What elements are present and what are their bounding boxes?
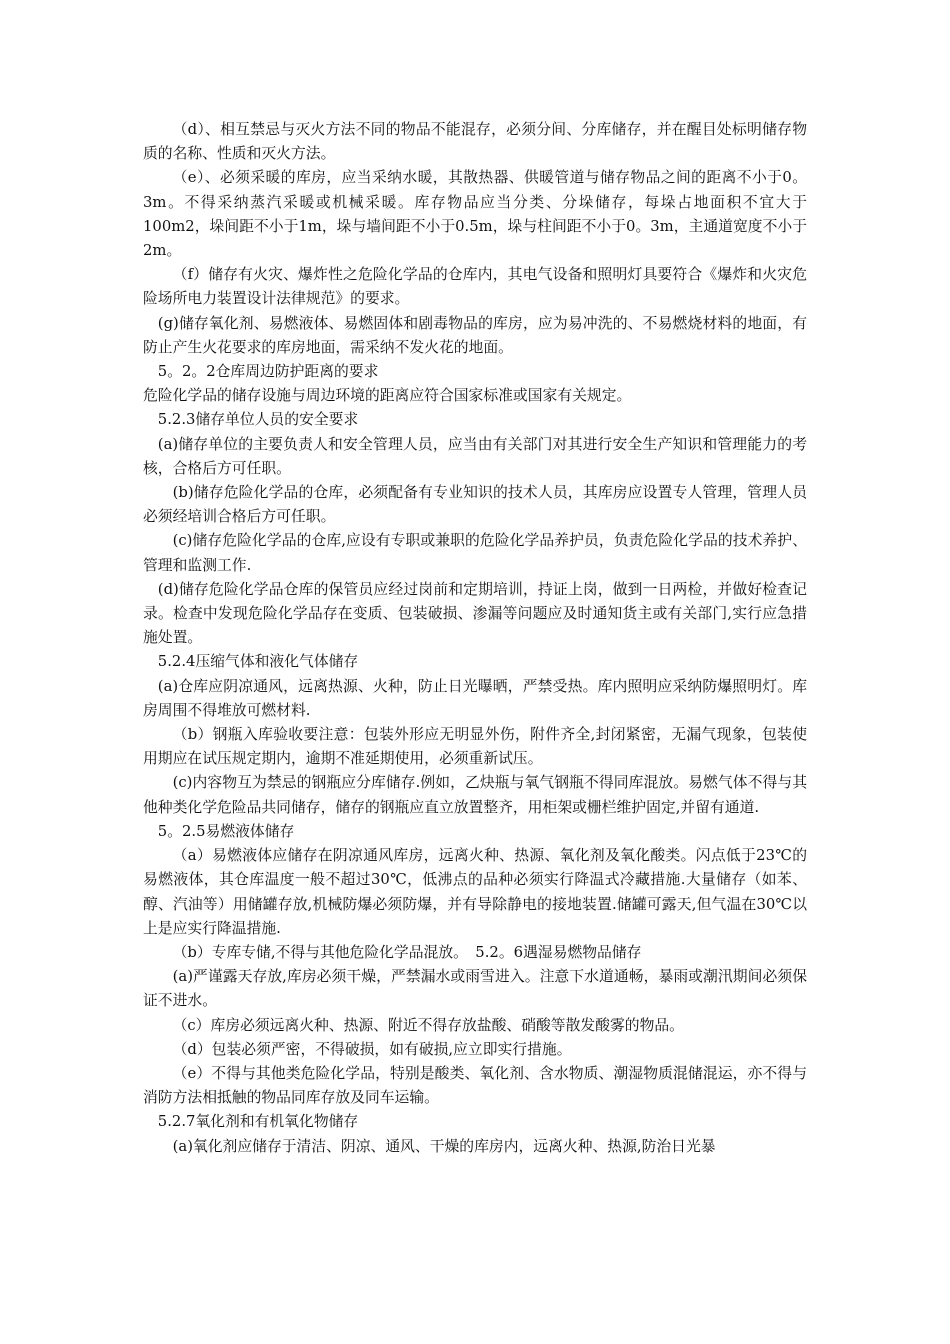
section-heading-5-2-3: 5.2.3储存单位人员的安全要求 xyxy=(157,411,359,429)
paragraph-d-storage-separation: （d）、相互禁忌与灭火方法不同的物品不能混存，必须分间、分库储存，并在醒目处标明储存物质的名称、性质和灭火方法。 xyxy=(143,121,807,163)
paragraph-a-oxidizers: (a)氧化剂应储存于清洁、阴凉、通风、干燥的库房内，远离火种、热源,防治日光暴 xyxy=(172,1137,716,1155)
paragraph-a-dry-storage: (a)严谨露天存放,库房必须干燥，严禁漏水或雨雪进入。注意下水道通畅，暴雨或潮汛期间必须保证不进水。 xyxy=(143,968,807,1010)
paragraph-g-flooring: (g)储存氧化剂、易燃液体、易燃固体和剧毒物品的库房，应为易冲洗的、不易燃烧材料的地面，有防止产生火花要求的库房地面，需采纳不发火花的地面。 xyxy=(143,314,807,356)
section-heading-5-2-7: 5.2.7氧化剂和有机氧化物储存 xyxy=(157,1113,359,1131)
paragraph-c-cylinder-separation: (c)内容物互为禁忌的钢瓶应分库储存.例如，乙炔瓶与氧气钢瓶不得同库混放。易燃气体不得与其他种类化学危险品共同储存，储存的钢瓶应直立放置整齐，用柜架或栅栏维护固定,并留有通道. xyxy=(143,774,807,816)
paragraph-d-packaging: （d）包装必须严密，不得破损，如有破损,应立即实行措施。 xyxy=(172,1040,572,1058)
paragraph-c-maintainer: (c)储存危险化学品的仓库,应设有专职或兼职的危险化学品养护员，负责危险化学品的技术养护、管理和监测工作. xyxy=(143,532,807,574)
paragraph-c-away-from-fire: （c）库房必须远离火种、热源、附近不得存放盐酸、硝酸等散发酸雾的物品。 xyxy=(172,1016,684,1034)
paragraph-f-electrical: （f）储存有火灾、爆炸性之危险化学品的仓库内，其电气设备和照明灯具要符合《爆炸和火灾危险场所电力装置设计法律规范》的要求。 xyxy=(143,266,807,308)
paragraph-a-personnel: (a)储存单位的主要负责人和安全管理人员，应当由有关部门对其进行安全生产知识和管理能力的考核，合格后方可任职。 xyxy=(143,435,807,477)
paragraph-d-keeper: (d)储存危险化学品仓库的保管员应经过岗前和定期培训，持证上岗，做到一日两检，并做好检查记录。检查中发现危险化学品存在变质、包装破损、渗漏等问题应及时通知货主或有关部门,实行应急措施处置。 xyxy=(143,580,807,647)
paragraph-b-cylinder-inspection: （b）钢瓶入库验收要注意：包装外形应无明显外伤，附件齐全,封闭紧密，无漏气现象，包装使用期应在试压规定期内，逾期不准延期使用，必须重新试压。 xyxy=(143,726,807,768)
paragraph-a-flammable-liquids: （a）易燃液体应储存在阴凉通风库房，远离火种、热源、氧化剂及氧化酸类。闪点低于23℃的易燃液体，其仓库温度一般不超过30℃，低沸点的品种必须实行降温式冷藏措施.大量储存（如苯、醇、汽油等）用储罐存放,机械防爆必须防爆，并有导除静电的接地装置.储罐可露天,但气温在30℃以上是应实行降温措施. xyxy=(143,847,807,937)
paragraph-e-no-mixing: （e）不得与其他类危险化学品，特别是酸类、氧化剂、含水物质、潮湿物质混储混运，亦不得与消防方法相抵触的物品同库存放及同车运输。 xyxy=(143,1064,807,1107)
section-heading-5-2-4: 5.2.4压缩气体和液化气体储存 xyxy=(157,653,359,671)
section-heading-5-2-5: 5。2.5易燃液体储存 xyxy=(157,822,295,840)
section-heading-5-2-2: 5。2。2仓库周边防护距离的要求 xyxy=(157,363,379,381)
paragraph-distance: 危险化学品的储存设施与周边环境的距离应符合国家标准或国家有关规定。 xyxy=(143,387,632,405)
paragraph-b-dedicated-storage: （b）专库专储,不得与其他危险化学品混放。 5.2。6遇湿易燃物品储存 xyxy=(172,943,642,961)
paragraph-e-heating: （e）、必须采暖的库房，应当采纳水暖，其散热器、供暖管道与储存物品之间的距离不小于0。3m。不得采纳蒸汽采暖或机械采暖。库存物品应当分类、分垛储存，每垛占地面积不宜大于100m2，垛间距不小于1m，垛与墙间距不小于0.5m，垛与柱间距不小于0。3m，主通道宽度不小于2m。 xyxy=(143,169,807,260)
document-body xyxy=(143,118,807,1159)
paragraph-a-ventilation: (a)仓库应阴凉通风，远离热源、火种，防止日光曝晒，严禁受热。库内照明应采纳防爆照明灯。库房周围不得堆放可燃材料. xyxy=(143,677,807,719)
paragraph-b-technicians: (b)储存危险化学品的仓库，必须配备有专业知识的技术人员，其库房应设置专人管理，管理人员必须经培训合格后方可任职。 xyxy=(143,484,807,526)
